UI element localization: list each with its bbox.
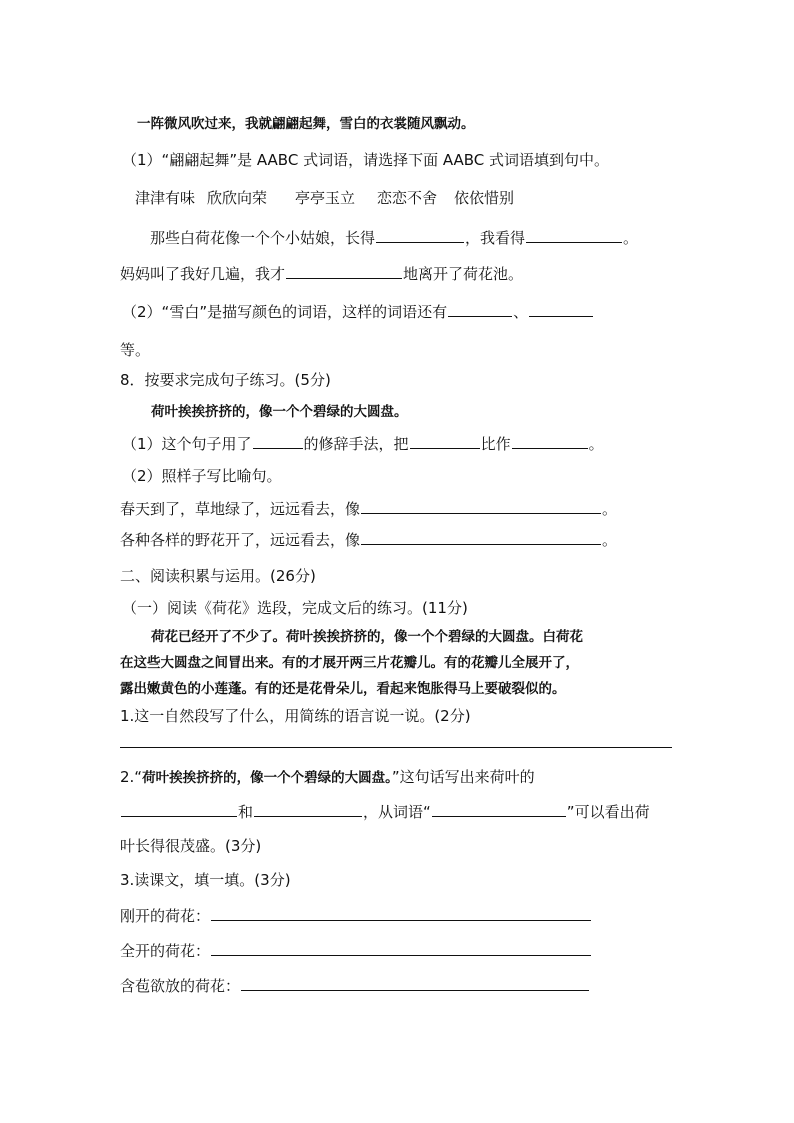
answer-blank[interactable] (512, 434, 588, 449)
section-2-title: 二、阅读积累与运用。(26分) (120, 567, 316, 585)
reading-subtitle: （一）阅读《荷花》选段，完成文后的练习。(11分) (122, 599, 468, 617)
answer-blank[interactable] (361, 499, 601, 514)
word-option: 欣欣向荣 (207, 189, 268, 207)
text: 妈妈叫了我好几遍，我才 (120, 265, 286, 283)
quote: 荷叶挨挨挤挤的，像一个个碧绿的大圆盘。 (142, 770, 392, 786)
fill-line-opening (120, 906, 592, 926)
question-8-1 (122, 434, 604, 454)
answer-blank[interactable] (121, 802, 237, 817)
answer-blank[interactable] (211, 906, 591, 921)
text: 。 (623, 229, 639, 247)
reading-question-2 (120, 767, 535, 788)
reading-question-2-line-2 (120, 802, 650, 822)
text: 的修辞手法，把 (303, 435, 409, 453)
text: 比作 (480, 435, 511, 453)
question-2 (122, 302, 594, 322)
fill-line-2 (120, 264, 523, 284)
reading-paragraph-line: 露出嫩黄色的小莲蓬。有的还是花骨朵儿，看起来饱胀得马上要破裂似的。 (120, 681, 566, 697)
text: 和 (238, 803, 254, 821)
answer-blank[interactable] (526, 228, 622, 243)
text: ”这句话写出来荷叶的 (391, 768, 535, 786)
simile-line-1 (120, 499, 617, 519)
simile-line-2 (120, 530, 617, 550)
word-option: 亭亭玉立 (295, 189, 356, 207)
example-sentence: 一阵微风吹过来，我就翩翩起舞，雪白的衣裳随风飘动。 (137, 116, 475, 132)
text: 2.“ (120, 768, 143, 786)
example-sentence-2: 荷叶挨挨挤挤的，像一个个碧绿的大圆盘。 (151, 404, 408, 420)
answer-blank[interactable] (253, 434, 303, 449)
text: 全开的荷花： (120, 942, 211, 960)
word-option: 依依惜别 (454, 189, 515, 207)
question-8-2: （2）照样子写比喻句。 (122, 467, 282, 485)
fill-line-bud (120, 976, 590, 996)
text: 、 (513, 303, 529, 321)
answer-blank[interactable] (241, 976, 589, 991)
reading-question-1: 1.这一自然段写了什么，用简练的语言说一说。(2分) (120, 707, 471, 725)
word-options (135, 188, 514, 208)
fill-line-1 (150, 228, 638, 248)
text: ，从词语“ (363, 803, 431, 821)
section-8-title: 8．按要求完成句子练习。(5分) (120, 371, 331, 389)
text: ，我看得 (465, 229, 526, 247)
question-1-prompt: （1）“翩翩起舞”是 AABC 式词语，请选择下面 AABC 式词语填到句中。 (122, 151, 610, 169)
answer-blank[interactable] (211, 941, 591, 956)
text: 各种各样的野花开了，远远看去，像 (120, 531, 361, 549)
text: 。 (588, 435, 604, 453)
question-2-end: 等。 (120, 341, 151, 359)
fill-line-full-bloom (120, 941, 592, 961)
reading-paragraph-line: 荷花已经开了不少了。荷叶挨挨挤挤的，像一个个碧绿的大圆盘。白荷花 (151, 629, 583, 645)
answer-line[interactable] (120, 747, 672, 748)
answer-blank[interactable] (432, 802, 566, 817)
answer-blank[interactable] (376, 228, 464, 243)
word-option: 津津有味 (135, 189, 196, 207)
word-option: 恋恋不舍 (377, 189, 438, 207)
text: 那些白荷花像一个个小姑娘，长得 (150, 229, 376, 247)
text: 春天到了，草地绿了，远远看去，像 (120, 500, 361, 518)
reading-question-3: 3.读课文，填一填。(3分) (120, 871, 291, 889)
answer-blank[interactable] (410, 434, 480, 449)
text: ”可以看出荷 (566, 803, 650, 821)
text: 。 (602, 500, 618, 518)
reading-question-2-line-3: 叶长得很茂盛。(3分) (120, 837, 262, 855)
text: 含苞欲放的荷花： (120, 977, 241, 995)
reading-paragraph-line: 在这些大圆盘之间冒出来。有的才展开两三片花瓣儿。有的花瓣儿全展开了， (120, 655, 579, 671)
answer-blank[interactable] (361, 530, 601, 545)
answer-blank[interactable] (529, 302, 593, 317)
answer-blank[interactable] (448, 302, 512, 317)
text: 。 (602, 531, 618, 549)
text: （1）这个句子用了 (122, 435, 252, 453)
answer-blank[interactable] (286, 264, 402, 279)
answer-blank[interactable] (254, 802, 362, 817)
text: （2）“雪白”是描写颜色的词语，这样的词语还有 (122, 303, 448, 321)
text: 地离开了荷花池。 (403, 265, 524, 283)
text: 刚开的荷花： (120, 907, 211, 925)
